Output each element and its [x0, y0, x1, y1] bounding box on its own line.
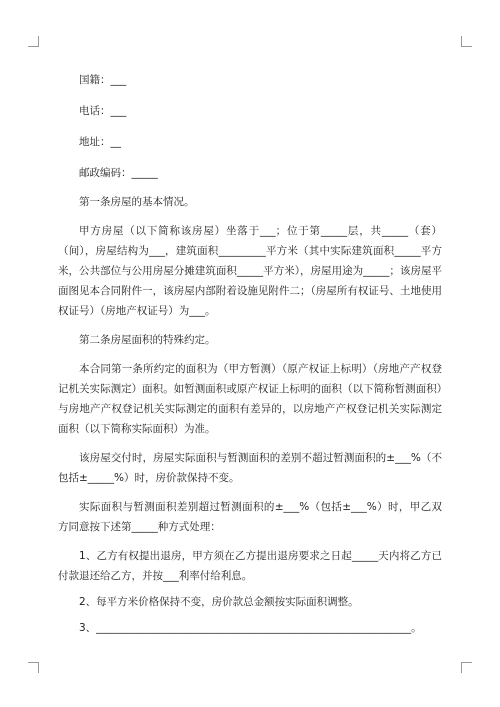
nationality-line: 国籍：___	[79, 74, 127, 86]
document-body	[58, 70, 442, 638]
crop-mark-top-right	[461, 36, 472, 47]
phone-line: 电话：___	[79, 105, 127, 117]
crop-mark-bottom-left	[28, 662, 39, 673]
excess-clause: 实际面积与暂测面积差别超过暂测面积的±___%（包括±___%）时，甲乙双方同意按下述第_____种方式处理：	[58, 501, 442, 533]
address-line: 地址：__	[79, 136, 121, 148]
article2-body: 本合同第一条所约定的面积为（甲方暂测）（原产权证上标明）（房地产产权登记机关实际测定）面积。如暂测面积或原产权证上标明的面积（以下简称暂测面积）与房地产产权登记机关实际测定的面积有差异的，以房地产产权登记机关实际测定面积（以下简称实际面积）为准。	[58, 363, 442, 435]
article1-title: 第一条房屋的基本情况。	[79, 196, 195, 208]
crop-mark-top-left	[28, 36, 39, 47]
option-2: 2、每平方米价格保持不变，房价款总金额按实际面积调整。	[79, 596, 359, 608]
option-3: 3、____________________________________________________________。	[79, 622, 422, 634]
crop-mark-bottom-right	[461, 662, 472, 673]
delivery-clause: 该房屋交付时，房屋实际面积与暂测面积的差别不超过暂测面积的±___%（不包括±_____%）时，房价款保持不变。	[58, 452, 442, 484]
article2-title: 第二条房屋面积的特殊约定。	[79, 334, 216, 346]
postcode-line: 邮政编码：_____	[79, 167, 158, 179]
option-1: 1、乙方有权提出退房，甲方须在乙方提出退房要求之日起_____天内将乙方已付款退还给乙方，并按___利率付给利息。	[58, 550, 442, 582]
article1-body: 甲方房屋（以下简称该房屋）坐落于___；位于第_____层，共_____（套）（间），房屋结构为___，建筑面积_________平方米（其中实际建筑面积_____平方米，公共部位与公用房屋分摊建筑面积_____平方米），房屋用途为_____；该房屋平面图见本合同附件一，该房屋内部附着设施见附件二；（房屋所有权证号、土地使用权证号）（房地产权证号）为___。	[58, 225, 442, 317]
